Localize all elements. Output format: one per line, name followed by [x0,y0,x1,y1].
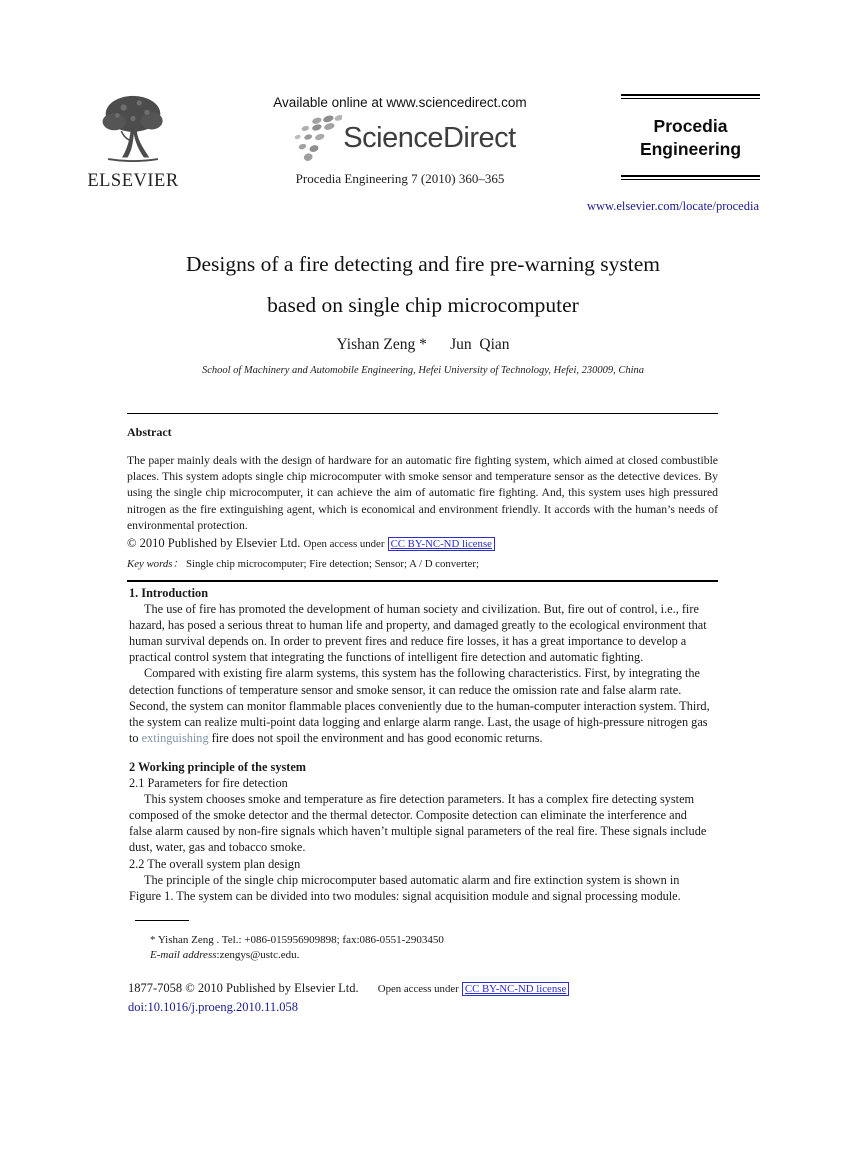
elsevier-wordmark: ELSEVIER [87,171,179,191]
sciencedirect-block [246,95,554,187]
subsection-2-2-body: The principle of the single chip microcomputer based automatic alarm and fire extinction system is shown in Figure 1. The system can be divided into two modules: signal acquisition module and signal processing module. [129,872,681,903]
section-heading-working-principle: 2 Working principle of the system [129,759,307,774]
intro-paragraph-2 [129,665,713,745]
footer-open-access-text: Open access under [377,983,459,995]
footnote-email-address[interactable]: :zengys@ustc.edu. [216,948,300,961]
footnote-email-line [150,948,713,963]
elsevier-locate-link[interactable]: www.elsevier.com/locate/procedia [586,199,759,213]
doi-link[interactable]: doi:10.1016/j.proeng.2010.11.058 [128,1000,299,1014]
body-column [129,585,713,963]
sciencedirect-logo [246,115,554,161]
title-block [0,252,846,376]
article-title-line2: based on single chip microcomputer [267,293,579,317]
abstract-section [127,413,718,582]
intro-p2-highlighted-word: extinguishing [141,730,209,745]
subsection-heading-2-1: 2.1 Parameters for fire detection [129,776,288,791]
journal-citation: Procedia Engineering 7 (2010) 360–365 [295,171,505,186]
abstract-body: The paper mainly deals with the design of hardware for an automatic fire fighting system, which aimed at closed combustible places. This system adopts single chip microcomputer with smoke sensor and temperature sensor as the detective devices. By using the single chip microcomputer, it can achieve the aim of automatic fire fighting. And, this system uses high pressured nitrogen as the fire extinguishing agent, which is economical and environment friendly. It accords with the human’s needs of environmental protection. [127,454,718,532]
footnote-block [129,920,713,963]
keywords-line [127,556,718,571]
footnote-separator-rule [135,920,189,921]
author-affiliation: School of Machinery and Automobile Engineering, Hefei University of Technology, Hefei, 230009, China [201,365,645,376]
journal-name [621,99,760,175]
journal-name-line1: Procedia [653,116,728,136]
abstract-open-access-text: Open access under [303,538,385,551]
footer-license-line [128,981,569,996]
footer-block [128,981,569,1015]
abstract-heading: Abstract [127,425,172,439]
intro-p2-text-end: fire does not spoil the environment and has good economic returns. [208,730,543,745]
footer-issn-copyright: 1877-7058 © 2010 Published by Elsevier Ltd. [128,981,359,995]
abstract-copyright: © 2010 Published by Elsevier Ltd. [127,536,301,551]
journal-masthead [621,94,760,180]
article-title-line1: Designs of a fire detecting and fire pre-warning system [185,252,661,276]
abstract-license-link[interactable]: CC BY-NC-ND license [388,537,495,551]
intro-p2-text: Compared with existing fire alarm systems, this system has the following characteristics. First, by integrating the detection functions of temperature sensor and smoke sensor, it can reduce the omission rate and false alarm rate. Second, the system can monitor flammable places conveniently due to the human-computer interaction system. Third, the system can realize multi-point data logging and enlarge alarm range. Last, the usage of high-pressure nitrogen gas to [129,666,710,745]
author-names: Yishan Zeng * Jun Qian [336,336,510,353]
abstract-bottom-rule [127,580,718,582]
elsevier-tree-icon [90,92,176,170]
keywords-list: Single chip microcomputer; Fire detection; Sensor; A / D converter; [186,558,479,571]
sciencedirect-wordmark: ScienceDirect [343,121,516,154]
footer-license-link[interactable]: CC BY-NC-ND license [462,982,569,996]
abstract-copyright-line [127,536,718,551]
journal-name-line2: Engineering [639,139,742,159]
elsevier-logo [84,92,182,192]
footnote-text [129,933,713,963]
footnote-contact-line: * Yishan Zeng . Tel.: +086-015956909898; fax:086-0551-2903450 [150,933,444,946]
section-heading-introduction: 1. Introduction [129,586,209,600]
sciencedirect-dots-icon [284,115,342,161]
intro-paragraph-1: The use of fire has promoted the development of human society and civilization. But, fire out of control, i.e., fire hazard, has posed a serious threat to human life and property, and damaged greatly to the ecological environment that human survival depends on. In order to prevent fires and reduce fire losses, it has a great importance to develop a practical control system that integrating the functions of intelligent fire detection and automatic fighting. [129,602,707,665]
available-online-text: Available online at www.sciencedirect.com [273,95,527,110]
abstract-top-rule [127,413,718,414]
subsection-heading-2-2: 2.2 The overall system plan design [129,856,301,871]
keywords-label: Key words： [127,558,184,571]
double-rule-bottom [621,175,760,180]
subsection-2-1-body: This system chooses smoke and temperature as fire detection parameters. It has a complex fire detecting system composed of the smoke detector and the thermal detector. Composite detection can eliminate the interference and false alarm caused by non-fire signals which haven’t multiple signal parameters of the real fire. These signals include dust, water, gas and tobacco smoke. [129,792,707,855]
footnote-email-label: E-mail address [150,948,217,961]
